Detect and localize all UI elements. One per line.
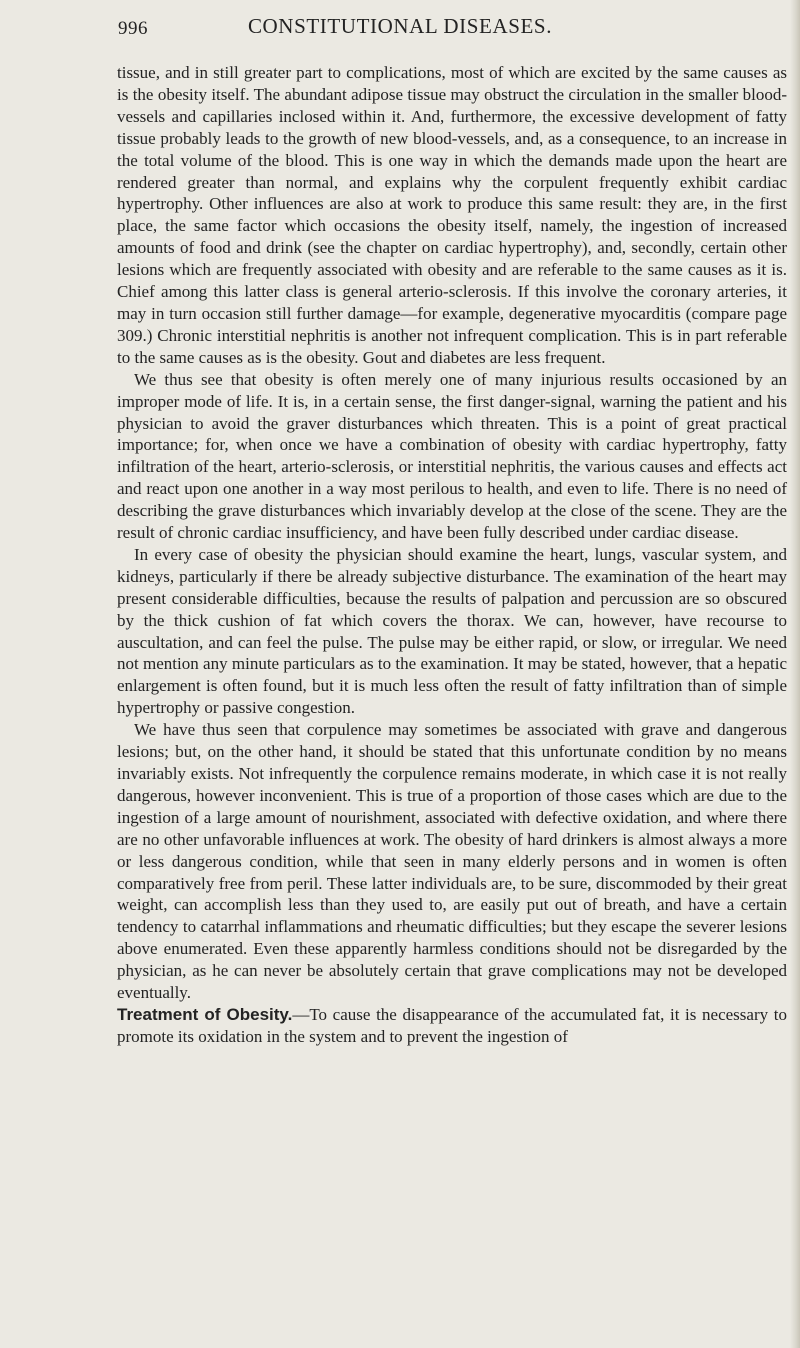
paragraph-5 [117, 1004, 787, 1048]
page-number: 996 [118, 18, 148, 39]
body-text [117, 62, 787, 1048]
page-header [0, 14, 800, 44]
page-edge-shadow [790, 0, 800, 1348]
paragraph-2: We thus see that obesity is often merely one of many injurious results occasioned by an improper mode of life. It is, in a certain sense, the first danger-signal, warning the patient and his physician to avoid the graver disturbances which threaten. This is a point of great practical importance; for, when once we have a combination of obesity with cardiac hypertrophy, fatty infiltration of the heart, arterio-sclerosis, or interstitial nephritis, the various causes and effects act and react upon one another in a way most perilous to health, and even to life. There is no need of describing the grave disturbances which invariably develop at the close of the scene. They are the result of chronic cardiac insufficiency, and have been fully described under cardiac disease. [117, 369, 787, 543]
paragraph-4: We have thus seen that corpulence may sometimes be associated with grave and dangerous lesions; but, on the other hand, it should be stated that this unfortunate condition by no means invariably exists. Not infrequently the corpulence remains moderate, in which case it is not really dangerous, however inconvenient. This is true of a proportion of those cases which are due to the ingestion of a large amount of nourishment, associated with defective oxidation, and where there are no other unfavorable influences at work. The obesity of hard drinkers is almost always a more or less dangerous condition, while that seen in many elderly persons and in women is often comparatively free from peril. These latter individuals are, to be sure, discommoded by their great weight, can accomplish less than they used to, are easily put out of breath, and have a certain tendency to catarrhal inflammations and rheumatic difficulties; but they escape the severer lesions above enumerated. Even these apparently harmless conditions should not be disregarded by the physician, as he can never be absolutely certain that grave complications may not be developed eventually. [117, 720, 787, 1003]
paragraph-1: tissue, and in still greater part to complications, most of which are excited by the same causes as is the obesity itself. The abundant adipose tissue may obstruct the circulation in the smaller blood-vessels and capillaries inclosed within it. And, furthermore, the excessive development of fatty tissue probably leads to the growth of new blood-vessels, and, as a consequence, to an increase in the total volume of the blood. This is one way in which the demands made upon the heart are rendered greater than normal, and explains why the corpulent frequently exhibit cardiac hypertrophy. Other influences are also at work to produce this same result: they are, in the first place, the same factor which occasions the obesity itself, namely, the ingestion of increased amounts of food and drink (see the chapter on cardiac hypertrophy), and, secondly, certain other lesions which are frequently associated with obesity and are referable to the same causes as it is. Chief among this latter class is general arterio-sclerosis. If this involve the coronary arteries, it may in turn occasion still further damage—for example, degenerative myocarditis (compare page 309.) Chronic interstitial nephritis is another not infrequent complication. This is in part referable to the same causes as is the obesity. Gout and diabetes are less frequent. [117, 63, 787, 367]
running-title: CONSTITUTIONAL DISEASES. [247, 14, 553, 38]
section-heading-treatment: Treatment of Obesity. [117, 1004, 293, 1024]
paragraph-3: In every case of obesity the physician should examine the heart, lungs, vascular system, and kidneys, particularly if there be already subjective disturbance. The examination of the heart may present considerable difficulties, because the results of palpation and percussion are so obscured by the thick cushion of fat which covers the thorax. We can, however, have recourse to auscultation, and can feel the pulse. The pulse may be either rapid, or slow, or irregular. We need not mention any minute particulars as to the examination. It may be stated, however, that a hepatic enlargement is often found, but it is much less often the result of fatty infiltration than of simple hypertrophy or passive congestion. [117, 544, 787, 718]
paragraph-5-text: —To cause the disappearance of the accumulated fat, it is necessary to promote its oxidation in the system and to prevent the ingestion of [117, 1004, 787, 1046]
